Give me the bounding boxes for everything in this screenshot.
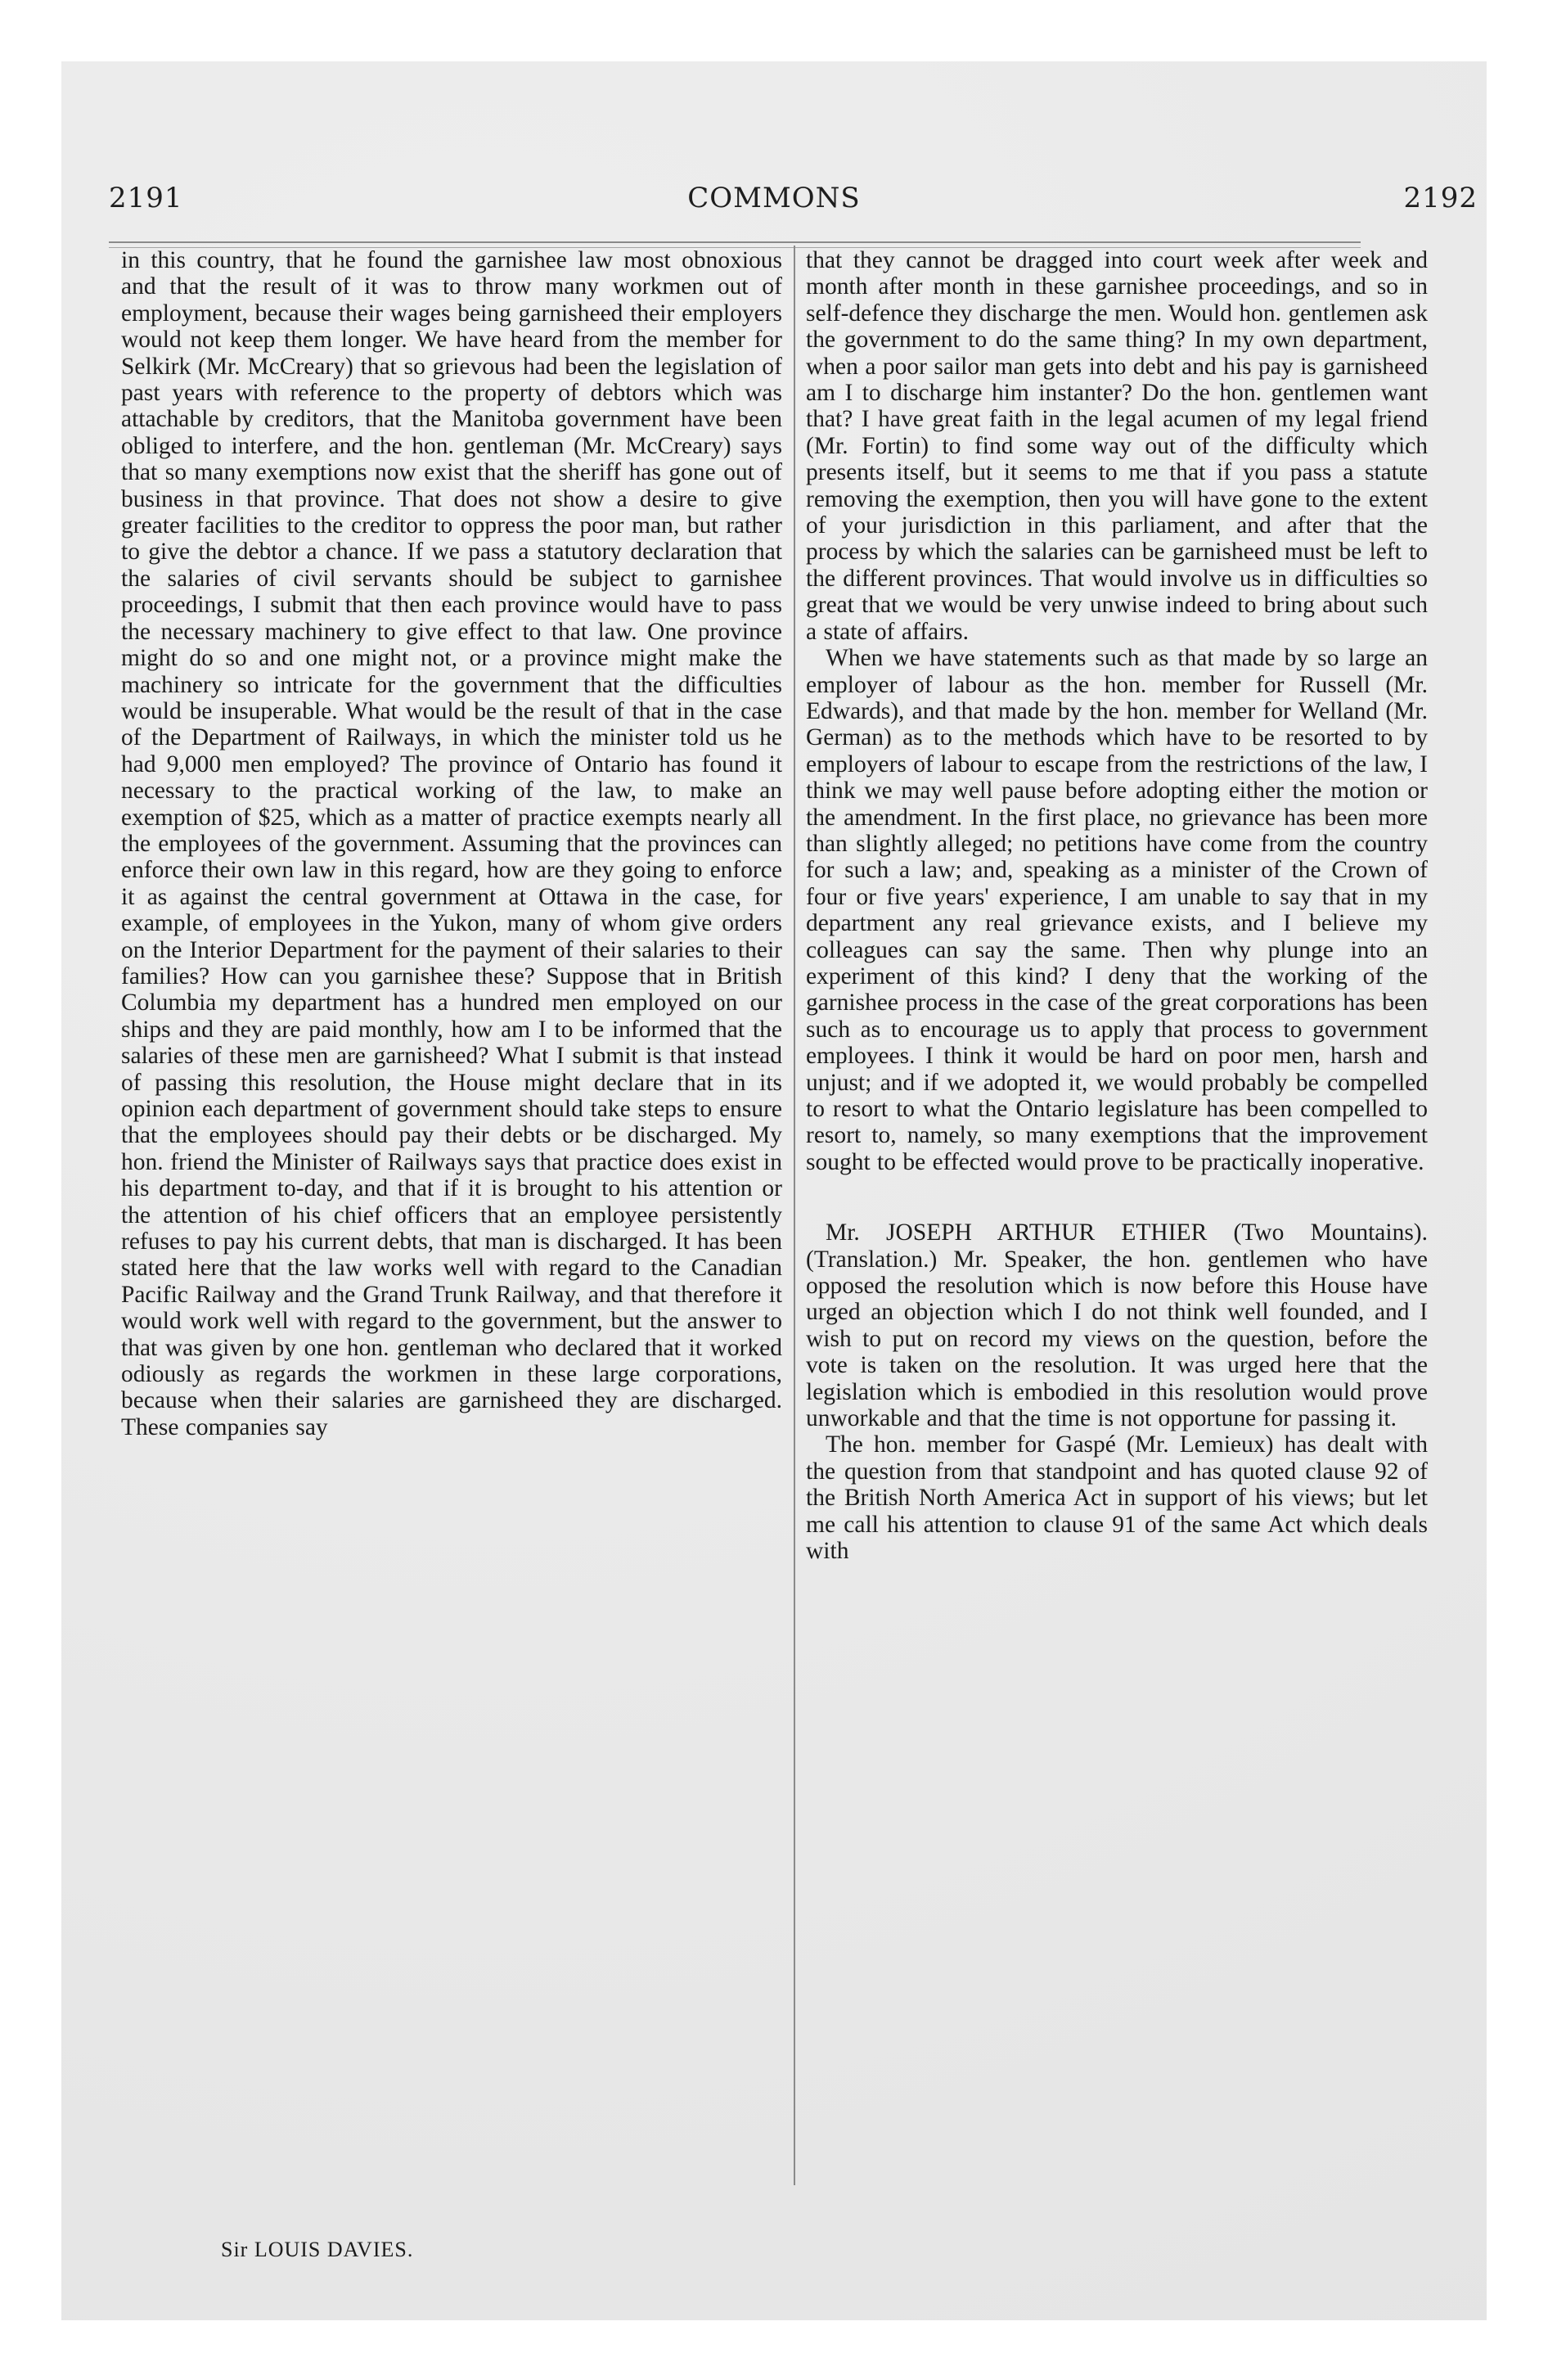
left-column xyxy=(121,247,782,1440)
right-paragraph-2: When we have statements such as that made by so large an employer of labour as the hon. member for Russell (Mr. Edwards), and that made by the hon. member for Welland (Mr. German) as to the methods which have to be resorted to by employers of labour to escape from the restrictions of the law, I think we may well pause before adopting either the motion or the amendment. In the first place, no grievance has been more than slightly alleged; no petitions have come from the country for such a law; and, speaking as a minister of the Crown of four or five years' experience, I am unable to say that in my department any real grievance exists, and I believe my colleagues can say the same. Then why plunge into an experiment of this kind? I deny that the working of the garnishee process in the case of the great corporations has been such as to encourage us to apply that process to government employees. I think it would be hard on poor men, harsh and unjust; and if we adopted it, we would probably be compelled to resort to what the Ontario legislature has been compelled to resort to, namely, so many exemptions that the improvement sought to be effected would prove to be practically inoperative. xyxy=(806,645,1428,1175)
section-gap xyxy=(806,1175,1428,1219)
right-paragraph-4: The hon. member for Gaspé (Mr. Lemieux) has dealt with the question from that standpoint and has quoted clause 92 of the British North America Act in support of his views; but let me call his attention to clause 91 of the same Act which deals with xyxy=(806,1431,1428,1565)
page-number-right: 2192 xyxy=(1403,182,1478,214)
right-column xyxy=(806,247,1428,1565)
signature-footer: Sir LOUIS DAVIES. xyxy=(221,2238,414,2261)
running-header xyxy=(0,182,1548,223)
left-paragraph-1: in this country, that he found the garnishee law most obnoxious and that the result of it was to throw many workmen out of employment, because their wages being garnisheed their employers would not keep them longer. We have heard from the member for Selkirk (Mr. McCreary) that so grievous had been the legislation of past years with reference to the property of debtors which was attachable by creditors, that the Manitoba government have been obliged to interfere, and the hon. gentleman (Mr. McCreary) says that so many exemptions now exist that the sheriff has gone out of business in that province. That does not show a desire to give greater facilities to the creditor to oppress the poor man, but rather to give the debtor a chance. If we pass a statutory declaration that the salaries of civil servants should be subject to garnishee proceedings, I submit that then each province would have to pass the necessary machinery to give effect to that law. One province might do so and one might not, or a province might make the machinery so intricate for the government that the difficulties would be insuperable. What would be the result of that in the case of the Department of Railways, in which the minister told us he had 9,000 men employed? The province of Ontario has found it necessary to the practical working of the law, to make an exemption of $25, which as a matter of practice exempts nearly all the employees of the government. Assuming that the provinces can enforce their own law in this regard, how are they going to enforce it as against the central government at Ottawa in the case, for example, of employees in the Yukon, many of whom give orders on the Interior Department for the payment of their salaries to their families? How can you garnishee these? Suppose that in British Columbia my department has a hundred men employed on our ships and they are paid monthly, how am I to be informed that the salaries of these men are garnisheed? What I submit is that instead of passing this resolution, the House might declare that in its opinion each department of government should take steps to ensure that the employees should pay their debts or be discharged. My hon. friend the Minister of Railways says that practice does exist in his department to-day, and that if it is brought to his attention or the attention of his chief officers that an employee persistently refuses to pay his current debts, that man is discharged. It has been stated here that the law works well with regard to the Canadian Pacific Railway and the Grand Trunk Railway, and that therefore it would work well with regard to the government, but the answer to that was given by one hon. gentleman who declared that it worked odiously as regards the workmen in these large corporations, because when their salaries are garnisheed they are discharged. These companies say xyxy=(121,247,782,1440)
page-number-left: 2191 xyxy=(109,182,183,214)
right-paragraph-1: that they cannot be dragged into court week after week and month after month in these garnishee proceedings, and so in self-defence they discharge the men. Would hon. gentlemen ask the government to do the same thing? In my own department, when a poor sailor man gets into debt and his pay is garnisheed am I to discharge him instanter? Do the hon. gentlemen want that? I have great faith in the legal acumen of my legal friend (Mr. Fortin) to find some way out of the difficulty which presents itself, but it seems to me that if you pass a statute removing the exemption, then you will have gone to the extent of your jurisdiction in this parliament, and after that the process by which the salaries can be garnisheed must be left to the different provinces. That would involve us in difficulties so great that we would be very unwise indeed to bring about such a state of affairs. xyxy=(806,247,1428,645)
speaker-paragraph: Mr. JOSEPH ARTHUR ETHIER (Two Mountains). (Translation.) Mr. Speaker, the hon. gentlemen who have opposed the resolution which is now before this House have urged an objection which I do not think well founded, and I wish to put on record my views on the question, before the vote is taken on the resolution. It was urged here that the legislation which is embodied in this resolution would prove unworkable and that the time is not opportune for passing it. xyxy=(806,1219,1428,1432)
header-rule xyxy=(109,241,1361,243)
page-title: COMMONS xyxy=(687,182,861,214)
column-divider xyxy=(794,246,795,2185)
